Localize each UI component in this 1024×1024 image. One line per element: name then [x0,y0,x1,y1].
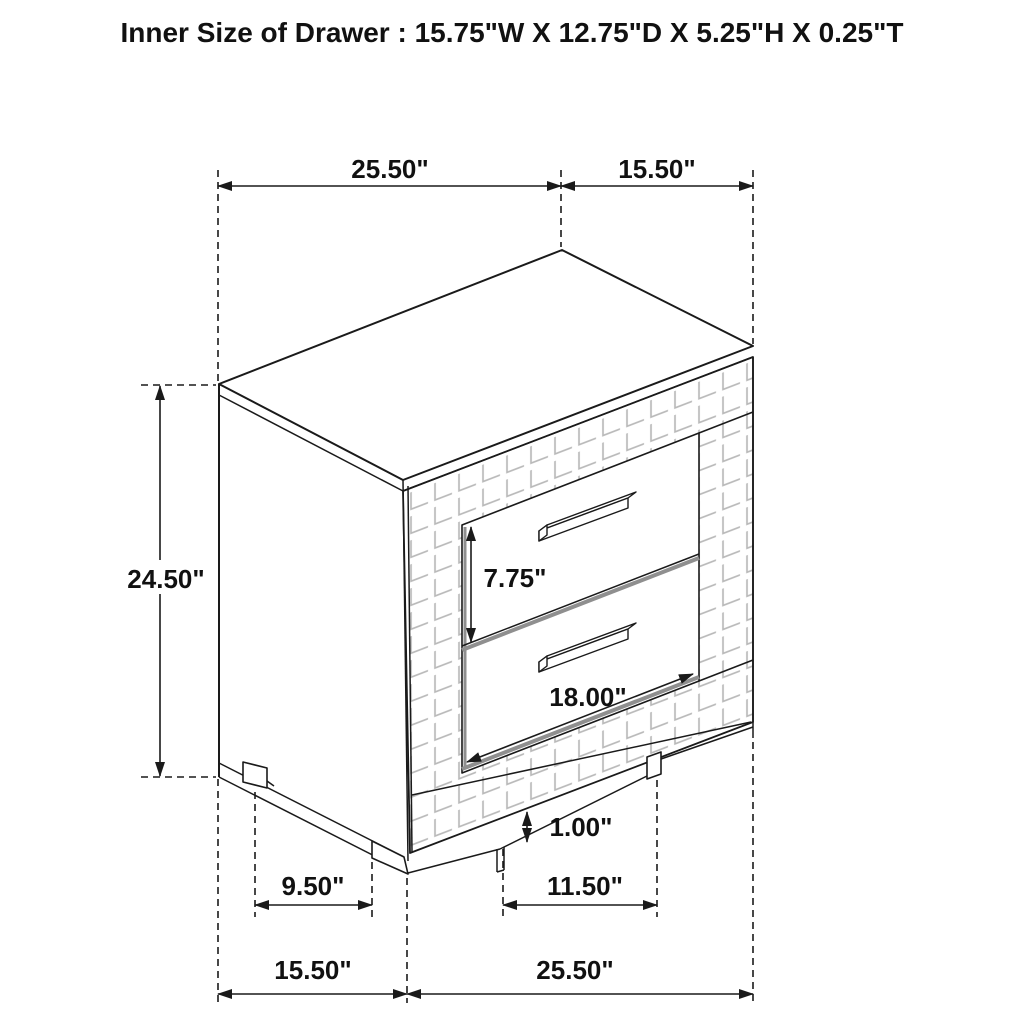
dim-base-rail-label: 1.00" [549,812,613,842]
dim-bottom-depth-label: 15.50" [274,955,352,985]
dim-height-label: 24.50" [127,564,205,594]
dim-front-leg-gap-label: 11.50" [547,871,623,901]
dim-side-leg-gap-label: 9.50" [281,871,345,901]
dim-drawer-width-label: 18.00" [549,682,627,712]
page-title: Inner Size of Drawer : 15.75"W X 12.75"D X 5.25"H X 0.25"T [120,17,904,48]
dim-top-depth-label: 15.50" [618,154,696,184]
dim-drawer-height-label: 7.75" [483,563,547,593]
dim-bottom-width-label: 25.50" [536,955,614,985]
dim-top-width-label: 25.50" [351,154,429,184]
front-right-leg [647,752,661,779]
